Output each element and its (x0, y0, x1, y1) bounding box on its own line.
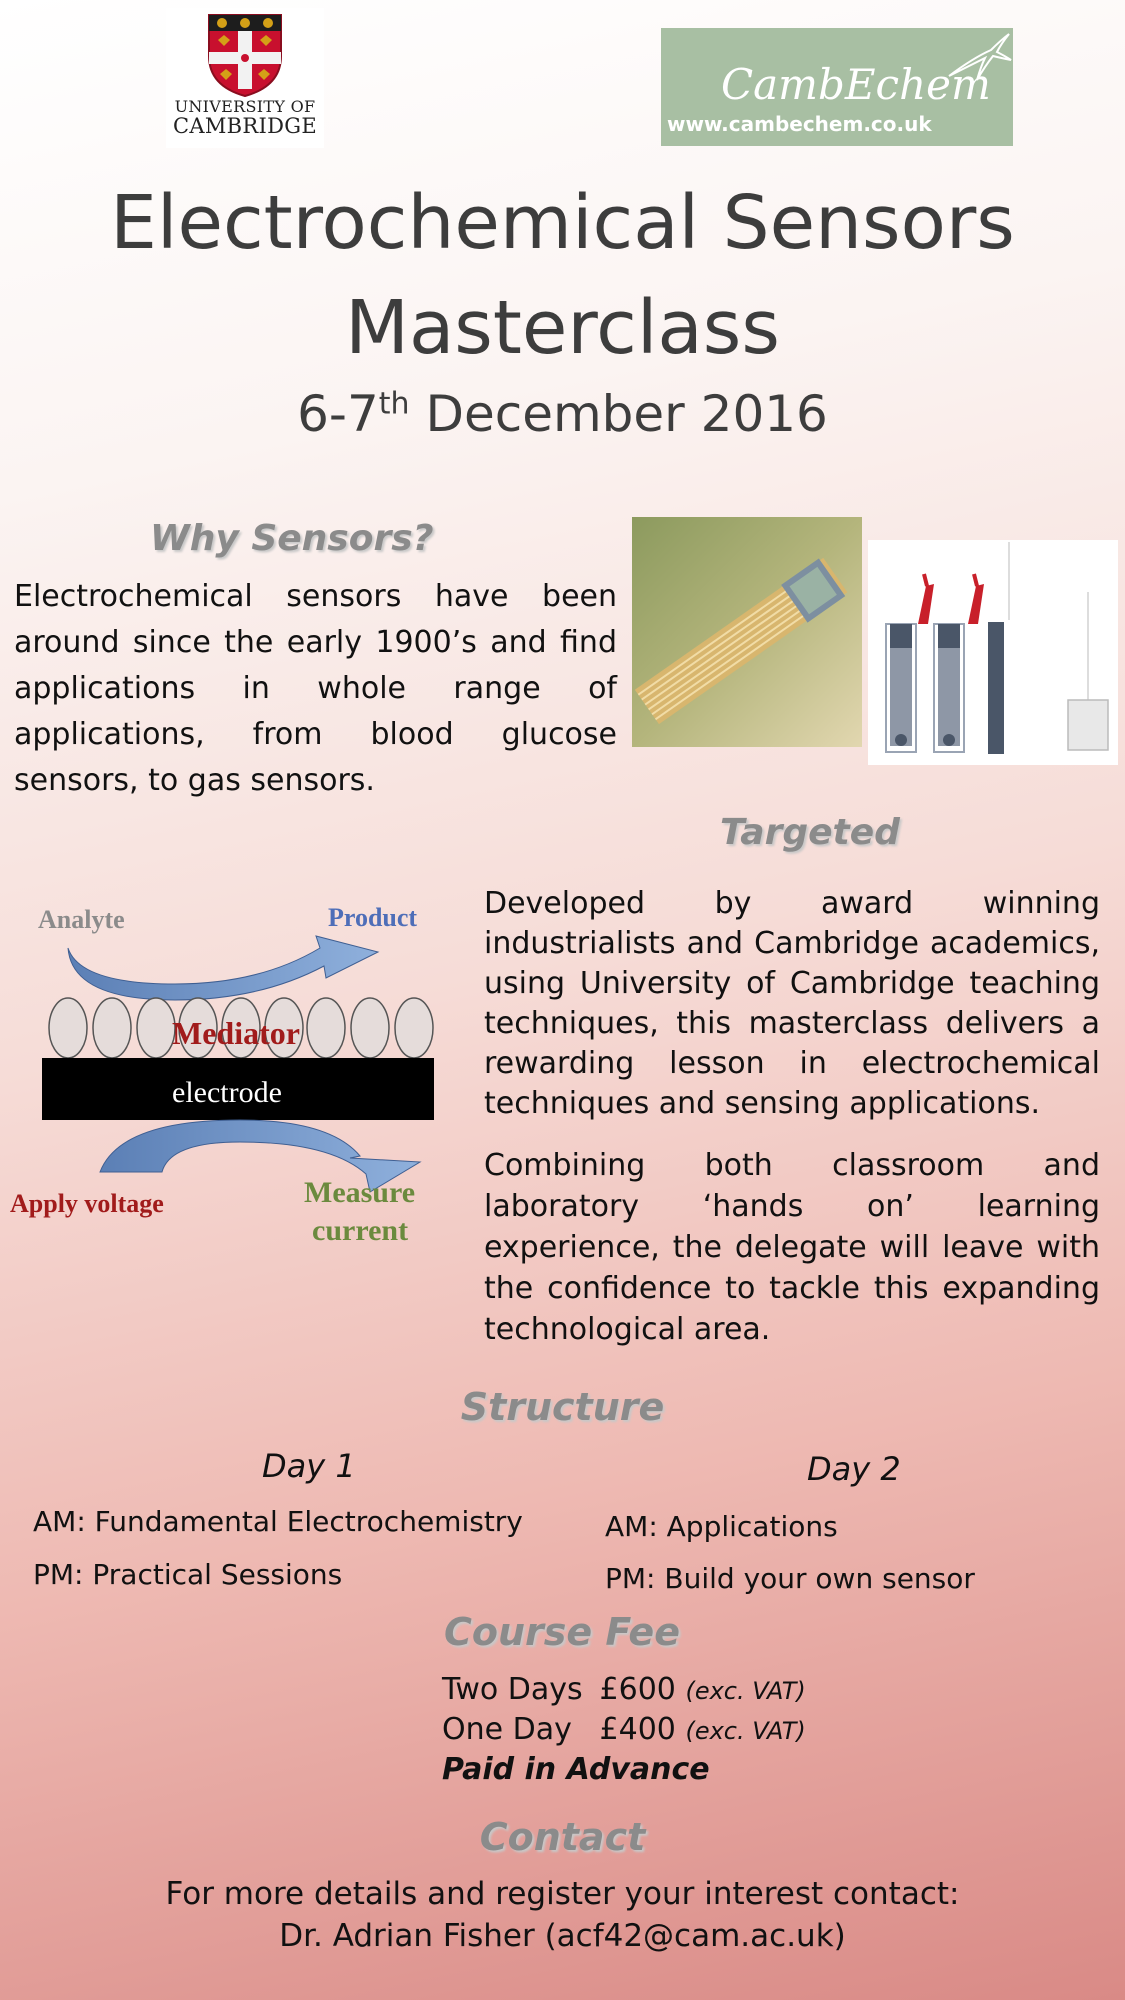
date-ordinal: th (378, 386, 410, 422)
fee-two-days (442, 1672, 806, 1707)
fee-two-days-vat: (exc. VAT) (685, 1677, 806, 1705)
fee-one-day-vat: (exc. VAT) (685, 1717, 806, 1745)
targeted-paragraph-2: Combining both classroom and laboratory ‘hands on’ learning experience, the delegate will leave with the confidence to tackle this expanding technological area. (484, 1148, 1100, 1347)
event-date (0, 385, 1125, 443)
date-suffix: December 2016 (409, 385, 828, 443)
day1-title: Day 1 (262, 1447, 356, 1485)
day2-title: Day 2 (807, 1450, 901, 1488)
contact-heading: Contact (479, 1815, 646, 1859)
electrode-label: electrode (172, 1076, 282, 1109)
electrochemical-cell-diagram (868, 540, 1118, 765)
product-label: Product (328, 903, 418, 932)
fee-one-day-price: £400 (599, 1712, 676, 1747)
why-sensors-heading: Why Sensors? (150, 518, 434, 559)
cambridge-text: CAMBRIDGE (173, 114, 317, 138)
course-fee-heading: Course Fee (444, 1610, 680, 1654)
cambechem-brand: CambEchem (721, 60, 991, 109)
sparkle-star-icon (943, 30, 1013, 84)
day1-am-session: AM: Fundamental Electrochemistry (33, 1505, 523, 1538)
date-prefix: 6-7 (297, 385, 379, 443)
university-of-text: UNIVERSITY OF (174, 97, 316, 116)
day2-pm-session: PM: Build your own sensor (605, 1562, 975, 1595)
why-sensors-text: Electrochemical sensors have been around since the early 1900’s and find applications in whole range of applications, from blood glucose sensors, to gas sensors. (14, 579, 617, 798)
sensor-strip-photo (632, 517, 862, 747)
cambechem-url: www.cambechem.co.uk (667, 112, 932, 136)
targeted-heading: Targeted (720, 812, 900, 853)
fee-two-days-label: Two Days (442, 1672, 583, 1707)
paid-in-advance-note: Paid in Advance (442, 1752, 710, 1787)
apply-voltage-label: Apply voltage (10, 1189, 164, 1218)
measure-label: Measure (304, 1176, 416, 1209)
structure-heading: Structure (460, 1385, 665, 1429)
targeted-paragraph-1: Developed by award winning industrialists and Cambridge academics, using University of Cambridge teaching techniques, this masterclass delivers a rewarding lesson in electrochemical techniques and sensing applications. (484, 886, 1100, 1121)
cambechem-logo (661, 28, 1013, 146)
contact-person-email[interactable]: Dr. Adrian Fisher (acf42@cam.ac.uk) (279, 1918, 846, 1954)
fee-two-days-price: £600 (599, 1672, 676, 1707)
day1-pm-session: PM: Practical Sessions (33, 1558, 343, 1591)
cambridge-crest-icon (206, 12, 284, 98)
fee-one-day (442, 1712, 806, 1747)
contact-intro: For more details and register your interest contact: (165, 1876, 960, 1912)
page-title-line2: Masterclass (345, 285, 780, 371)
university-of-cambridge-logo (166, 8, 324, 148)
mediator-label: Mediator (172, 1015, 300, 1051)
analyte-label: Analyte (38, 905, 125, 934)
sensor-mechanism-diagram (0, 880, 450, 1260)
page-title-line1: Electrochemical Sensors (110, 180, 1015, 266)
day2-am-session: AM: Applications (605, 1510, 838, 1543)
fee-one-day-label: One Day (442, 1712, 572, 1747)
current-label: current (312, 1214, 409, 1247)
